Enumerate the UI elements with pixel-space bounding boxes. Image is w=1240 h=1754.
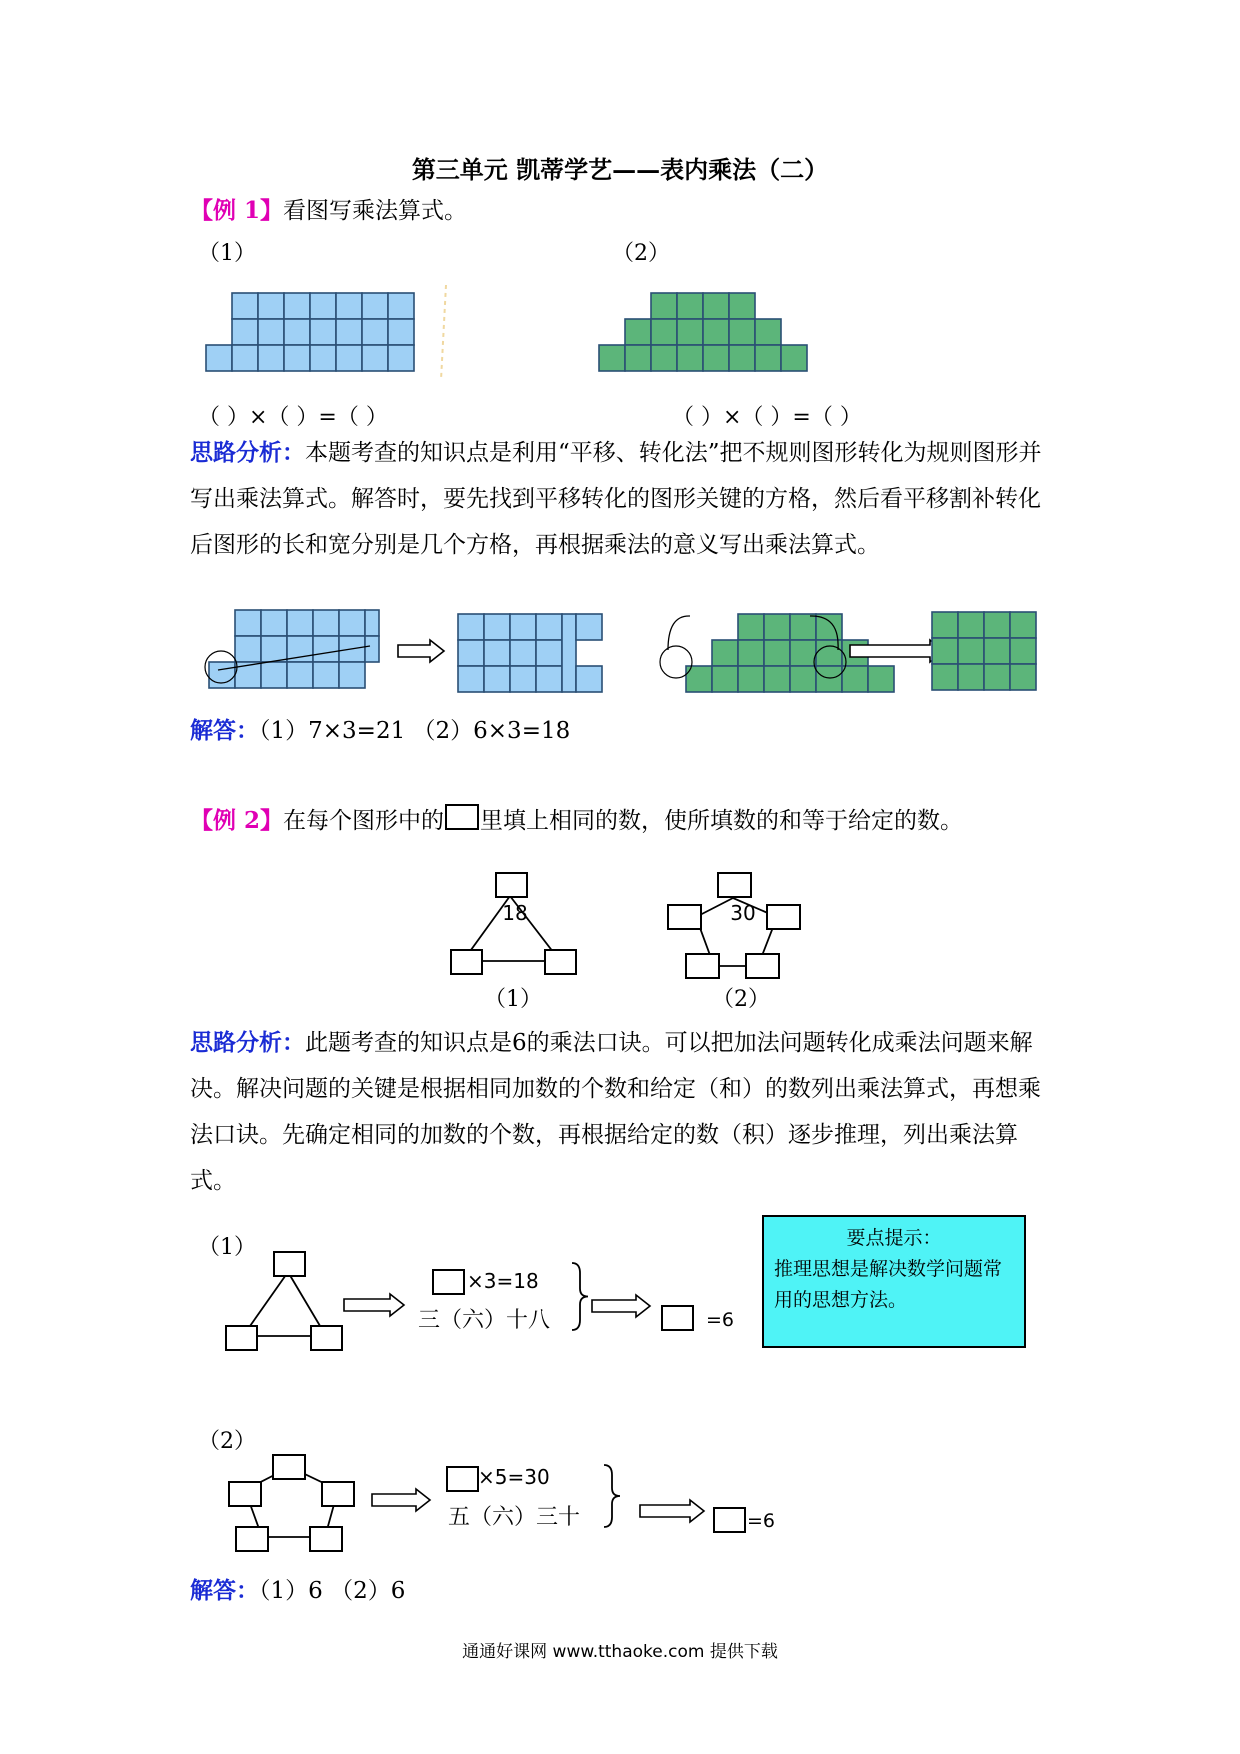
example2-analysis-label: 思路分析： xyxy=(190,1029,305,1056)
example1-answer: （1）7×3=21 （2）6×3=18 xyxy=(259,718,571,744)
triangle-number: 18 xyxy=(502,901,528,925)
right-arrow-icon xyxy=(640,1500,704,1522)
solution2-label: （2） xyxy=(198,1429,256,1454)
footer-credit: 通通好课网 www.tthaoke.com 提供下载 xyxy=(462,1642,778,1662)
example2-analysis-text: 此题考查的知识点是6的乘法口诀。可以把加法问题转化成乘法问题来解决。解决问题的关键是根据相同加数的个数和给定（和）的数列出乘法算式，再想乘法口诀。先确定相同的加数的个数，再根据给定的数（积）逐步推理，列出乘法算式。 xyxy=(190,1030,1041,1194)
blank-box xyxy=(310,1527,342,1551)
example1-analysis-text: 本题考查的知识点是利用“平移、转化法”把不规则图形转化为规则图形并写出乘法算式。解答时，要先找到平移转化的图形关键的方格，然后看平移割补转化后图形的长和宽分别是几个方格，再根据乘法的意义写出乘法算式。 xyxy=(190,440,1042,558)
example1-blank-2: （ ）×（ ）=（ ） xyxy=(672,405,862,430)
tip-text: 推理思想是解决数学问题常用的思想方法。 xyxy=(774,1258,1003,1311)
blank-box xyxy=(229,1482,261,1506)
tip-title: 要点提示： xyxy=(846,1227,942,1249)
example2-fig-label-1: （1） xyxy=(484,987,542,1012)
example1-answer-label: 解答： xyxy=(190,717,259,744)
example1-label-2: （2） xyxy=(612,241,670,266)
solution1-label: （1） xyxy=(198,1235,256,1260)
example1-label-1: （1） xyxy=(198,241,256,266)
example1-analysis-label: 思路分析： xyxy=(190,439,305,466)
example1-question: 看图写乘法算式。 xyxy=(283,198,468,224)
example2-fig-label-2: （2） xyxy=(712,987,770,1012)
blank-box xyxy=(447,1467,478,1491)
solution2-rhyme: 五（六）三十 xyxy=(448,1505,581,1530)
pentagon-number: 30 xyxy=(730,901,756,925)
example2-tag: 【例 2】 xyxy=(190,807,284,834)
example2-question-after: 里填上相同的数，使所填数的和等于给定的数。 xyxy=(480,808,964,834)
solution1-rhyme: 三（六）十八 xyxy=(418,1308,551,1333)
blank-box xyxy=(714,1508,745,1532)
solution2-result: =6 xyxy=(747,1510,776,1532)
example1-tag: 【例 1】 xyxy=(190,197,284,224)
solution1-equation: ×3=18 xyxy=(467,1269,539,1293)
brace-icon xyxy=(604,1465,620,1527)
example2-question-before: 在每个图形中的 xyxy=(283,808,445,834)
example2-answer-line xyxy=(190,1568,405,1614)
example2-answer: （1）6 （2）6 xyxy=(259,1578,406,1604)
solution1-result: =6 xyxy=(706,1309,735,1331)
blank-box xyxy=(273,1455,305,1479)
blank-box xyxy=(322,1482,354,1506)
example1-blank-1: （ ）×（ ）=（ ） xyxy=(198,405,388,430)
page-title: 第三单元 凯蒂学艺——表内乘法（二） xyxy=(411,155,829,184)
blank-box xyxy=(236,1527,268,1551)
example2-answer-label: 解答： xyxy=(190,1577,259,1604)
solution2-equation: ×5=30 xyxy=(478,1465,550,1489)
right-arrow-icon xyxy=(372,1489,430,1511)
